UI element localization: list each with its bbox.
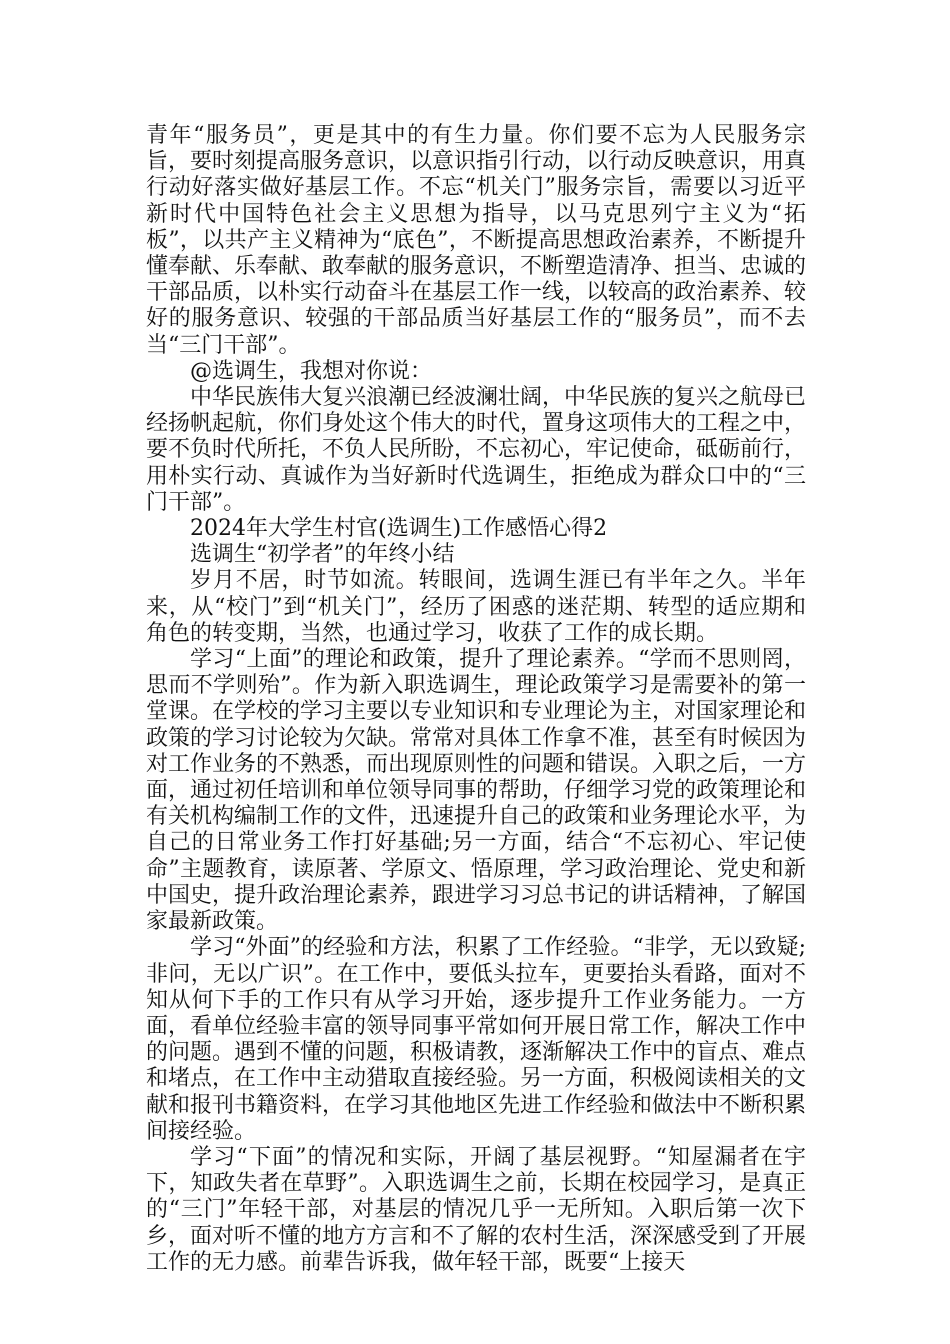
paragraph-learn-outside: 学习“外面”的经验和方法，积累了工作经验。“非学，无以致疑;非问，无以广识”。在工作中，要低头拉车，更要抬头看路，面对不知从何下手的工作只有从学习开始，逐步提升工作业务能力。一方面，看单位经验丰富的领导同事平常如何开展日常工作，解决工作中的问题。遇到不懂的问题，积极请教，逐渐解决工作中的盲点、难点和堵点，在工作中主动猎取直接经验。另一方面，积极阅读相关的文献和报刊书籍资料，在学习其他地区先进工作经验和做法中不断积累间接经验。: [146, 935, 807, 1144]
document-page: [146, 123, 806, 1276]
paragraph-national-rejuvenation: 中华民族伟大复兴浪潮已经波澜壮阔，中华民族的复兴之航母已经扬帆起航，你们身处这个伟大的时代，置身这项伟大的工程之中，要不负时代所托，不负人民所盼，不忘初心，牢记使命，砥砺前行，用朴实行动、真诚作为当好新时代选调生，拒绝成为群众口中的“三门干部”。: [146, 385, 807, 515]
paragraph-learn-below: 学习“下面”的情况和实际，开阔了基层视野。“知屋漏者在宇下，知政失者在草野”。入职选调生之前，长期在校园学习，是真正的“三门”年轻干部，对基层的情况几乎一无所知。入职后第一次下乡，面对听不懂的地方方言和不了解的农村生活，深深感受到了开展工作的无力感。前辈告诉我，做年轻干部，既要“上接天: [146, 1144, 807, 1275]
paragraph-service-purpose: 青年“服务员”，更是其中的有生力量。你们要不忘为人民服务宗旨，要时刻提高服务意识，以意识指引行动，以行动反映意识，用真行动好落实做好基层工作。不忘“机关门”服务宗旨，需要以习近平新时代中国特色社会主义思想为指导，以马克思列宁主义为“拓板”，以共产主义精神为“底色”，不断提高思想政治素养，不断提升懂奉献、乐奉献、敢奉献的服务意识，不断塑造清净、担当、忠诚的干部品质，以朴实行动奋斗在基层工作一线，以较高的政治素养、较好的服务意识、较强的干部品质当好基层工作的“服务员”，而不去当“三门干部”。: [146, 123, 807, 358]
paragraph-learn-above: 学习“上面”的理论和政策，提升了理论素养。“学而不思则罔，思而不学则殆”。作为新入职选调生，理论政策学习是需要补的第一堂课。在学校的学习主要以专业知识和专业理论为主，对国家理论和政策的学习讨论较为欠缺。常常对具体工作拿不准，甚至有时候因为对工作业务的不熟悉，而出现原则性的问题和错误。入职之后，一方面，通过初任培训和单位领导同事的帮助，仔细学习党的政策理论和有关机构编制工作的文件，迅速提升自己的政策和业务理论水平，为自己的日常业务工作打好基础;另一方面，结合“不忘初心、牢记使命”主题教育，读原著、学原文、悟原理，学习政治理论、党史和新中国史，提升政治理论素养，跟进学习习总书记的讲话精神，了解国家最新政策。: [146, 647, 807, 935]
paragraph-half-year: 岁月不居，时节如流。转眼间，选调生涯已有半年之久。半年来，从“校门”到“机关门”，经历了困惑的迷茫期、转型的适应期和角色的转变期，当然，也通过学习，收获了工作的成长期。: [146, 568, 806, 646]
section-subtitle: 选调生“初学者”的年终小结: [190, 542, 455, 568]
section-title: 2024年大学生村官(选调生)工作感悟心得2: [190, 516, 608, 542]
paragraph-address-line: @选调生，我想对你说：: [190, 358, 433, 384]
